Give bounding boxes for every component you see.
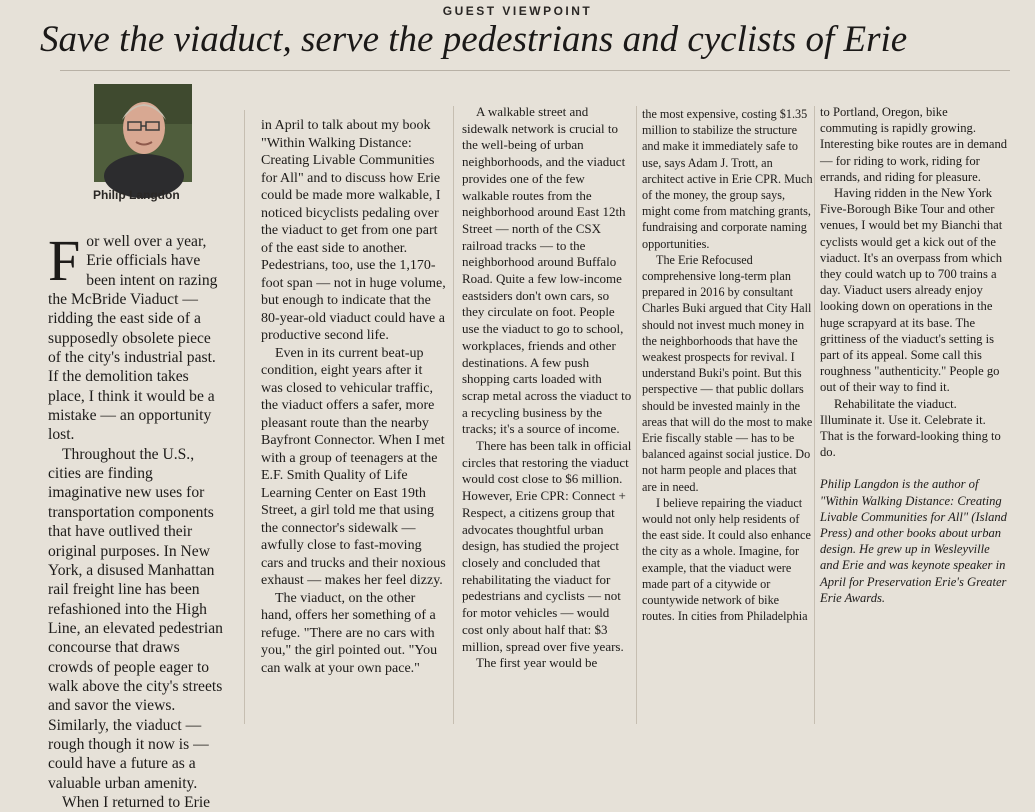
paragraph: There has been talk in official circles that restoring the viaduct would cost close to $6 million. However, Erie CPR: Connect + Respect, a citizens group that advocates thoughtful urban design, has studied the project closely and concluded that rehabilitating the viaduct for pedestrians and cyclists — not for motor vehicles — would cost only about half that: $3 million, spread over five years. [462,438,632,654]
article-column-1 [48,228,224,812]
paragraph: I believe repairing the viaduct would not only help residents of the east side. It could also enhance the city as a whole. Imagine, for example, that the viaduct were made part of a citywide or countywide network of bike routes. In cities from Philadelphia [642,495,811,624]
column-divider [453,106,454,724]
paragraph: the most expensive, costing $1.35 million to stabilize the structure and make it immediately safe to use, says Adam J. Trott, an architect active in Erie CPR. Much of the money, the group says, might come from matching grants, fundraising and corporate naming opportunities. [642,107,813,251]
paragraph: or well over a year, Erie officials have been intent on razing the McBride Viaduct — ridding the east side of a supposedly obsolete piece of the city's industrial past. If the demolition takes place, I think it would be a mistake — an opportunity lost. [48,233,218,444]
article-column-4 [642,106,814,625]
article-column-5 [820,104,1008,606]
column-divider [636,106,637,724]
column-divider [244,110,245,724]
article-column-2 [261,117,447,677]
paragraph: Throughout the U.S., cities are finding imaginative new uses for transportation components that have outlived their original purposes. In New York, a disused Manhattan rail freight line has been refashioned into the High Line, an elevated pedestrian concourse that draws crowds of people eager to walk above the city's streets and savor the views. Similarly, the viaduct — rough though it now is — could have a future as a valuable urban amenity. [48,445,223,792]
paragraph: Rehabilitate the viaduct. Illuminate it. Use it. Celebrate it. That is the forward-looking thing to do. [820,396,1001,460]
paragraph: The viaduct, on the other hand, offers her something of a refuge. "There are no cars with you," the girl pointed out. "You can walk at your own pace." [261,590,438,676]
paragraph: The first year would be [476,655,598,671]
headline: Save the viaduct, serve the pedestrians and cyclists of Erie [40,19,908,60]
paragraph: Having ridden in the New York Five-Borough Bike Tour and other venues, I would bet my Bianchi that cyclists would get a kick out of the viaduct. It's an overpass from which they could watch up to 700 trains a day. Viaduct users already enjoy looking down on operations in the huge scrapyard at its base. The grittiness of the viaduct's setting is part of its appeal. Some call this roughness "authenticity." People go out of their way to find it. [820,186,1003,395]
section-label: GUEST VIEWPOINT [442,4,593,18]
author-portrait-icon [94,84,192,182]
drop-cap: F [48,228,81,293]
paragraph: A walkable street and sidewalk network is crucial to the well-being of urban neighborhoods, and the viaduct provides one of the few walkable routes from the neighborhood around East 12th Street — north of the CSX railroad tracks — to the neighborhood around Buffalo Road. Quite a few low-income eastsiders don't own cars, so they circulate on foot. People use the viaduct to go to school, workplaces, friends and other destinations. A few push shopping carts loaded with scrap metal across the viaduct to a recycling business by the tracks; it's a source of income. [462,104,632,437]
header-rule [60,70,1010,71]
paragraph: to Portland, Oregon, bike commuting is rapidly growing. Interesting bike routes are in demand — for riding to work, riding for errands, and riding for pleasure. [820,105,1008,184]
paragraph: When I returned to Erie [62,793,211,811]
paragraph: The Erie Refocused comprehensive long-term plan prepared in 2016 by consultant Charles Buki argued that City Hall should not invest much money in the neighborhoods that have the weakest prospects for revival. I understand Buki's point. But this perspective — that public dollars should be invested mainly in the areas that will do the most to make Erie fiscally stable — has to be balanced against social justice. Do not harm people and places that are in need. [642,252,813,494]
paragraph: Even in its current beat-up condition, eight years after it was closed to vehicular traffic, the viaduct offers a safer, more pleasant route than the nearby Bayfront Connector. When I met with a group of teenagers at the E.F. Smith Quality of Life Learning Center on East 19th Street, a girl told me that using the connector's sidewalk — awfully close to fast-moving cars and trucks and their noxious exhaust — makes her feel dizzy. [261,345,446,588]
author-byline: Philip Langdon [93,188,180,202]
column-divider [814,106,815,724]
author-bio: Philip Langdon is the author of "Within Walking Distance: Creating Livable Communities for All" (Island Press) and other books about urban design. He grew up in Wesleyville and Erie and was keynote speaker in April for Preservation Erie's Greater Erie Awards. [820,477,1007,605]
article-column-3 [462,104,632,672]
paragraph: in April to talk about my book "Within Walking Distance: Creating Livable Communities for All" and to discuss how Erie could be made more walkable, I noticed bicyclists pedaling over the viaduct to get from one part of the east side to another. Pedestrians, too, use the 1,170-foot span — not in huge volume, but enough to indicate that the 80-year-old viaduct could have a productive second life. [261,118,446,343]
